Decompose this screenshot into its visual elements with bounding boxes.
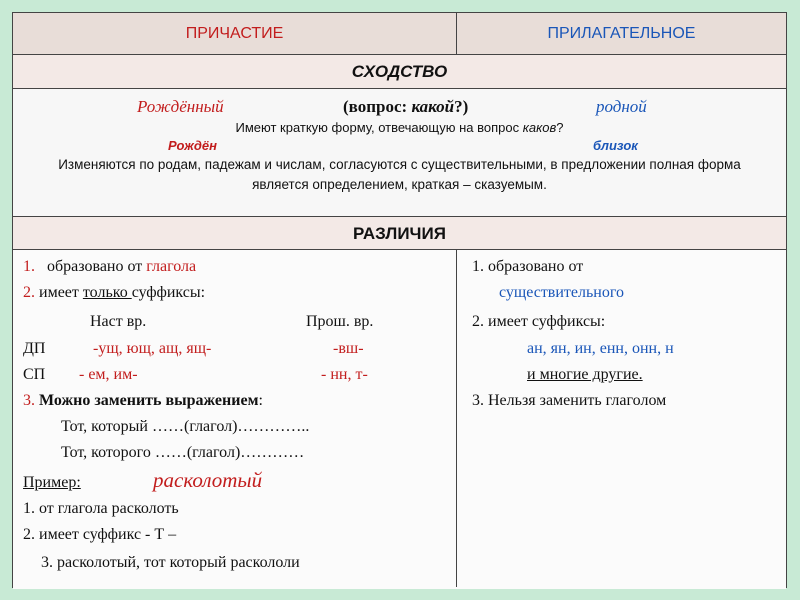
active-label: ДП [23,340,46,357]
adjective-point-2: 2. имеет суффиксы: [472,313,606,330]
active-present-suffixes: -ущ, ющ, ащ, ящ- [93,340,212,357]
short-participle: Рождён [168,138,217,153]
example-label: Пример: [23,474,81,491]
active-past-suffixes: -вш- [333,340,364,357]
adjective-point-3: 3. Нельзя заменить глаголом [472,392,667,409]
similarity-example-line [13,97,786,117]
similarity-title: СХОДСТВО [13,55,786,89]
header-participle: ПРИЧАСТИЕ [13,13,457,55]
past-tense-label: Прош. вр. [306,313,374,330]
adjective-point-1: 1. образовано от [472,258,584,275]
participle-point-3: 3. Можно заменить выражением: [23,392,263,409]
short-form-line: Имеют краткую форму, отвечающую на вопрос каков? [235,120,564,135]
example-word: расколотый [153,468,263,492]
comparison-table [12,12,787,588]
short-adjective: близок [593,138,638,153]
participle-point-2: 2. имеет только суффиксы: [23,284,206,301]
question-label: (вопрос: какой?) [343,97,469,116]
differences-title: РАЗЛИЧИЯ [13,217,786,250]
adjective-suffixes: ан, ян, ин, енн, онн, н [527,340,674,357]
present-tense-label: Наст вр. [90,313,147,330]
passive-past-suffixes: - нн, т- [321,366,368,383]
example-point-2: 2. имеет суффикс - Т – [23,526,177,543]
participle-column [13,250,457,587]
replace-example-2: Тот, которого ……(глагол)………… [61,444,305,461]
passive-label: СП [23,366,46,383]
adjective-example: родной [596,97,647,116]
example-point-1: 1. от глагола расколоть [23,500,179,517]
passive-present-suffixes: - ем, им- [79,366,138,383]
differences-section [13,250,786,589]
replace-example-1: Тот, который ……(глагол)………….. [61,418,310,435]
adjective-column [457,250,786,587]
table-header [13,13,786,55]
similarity-section [13,89,786,217]
header-adjective: ПРИЛАГАТЕЛЬНОЕ [547,25,696,42]
agreement-text: Изменяются по родам, падежам и числам, согласуются с существительными, в предложении полная форма является определением, краткая – сказуемым. [58,157,741,192]
participle-point-1: 1. образовано от глагола [23,258,197,275]
example-point-3: 3. расколотый, тот который раскололи [41,554,300,571]
adjective-others: и многие другие. [527,366,643,383]
short-form-examples [13,138,786,154]
participle-example: Рождённый [137,97,224,116]
adjective-source-word: существительного [499,284,625,301]
